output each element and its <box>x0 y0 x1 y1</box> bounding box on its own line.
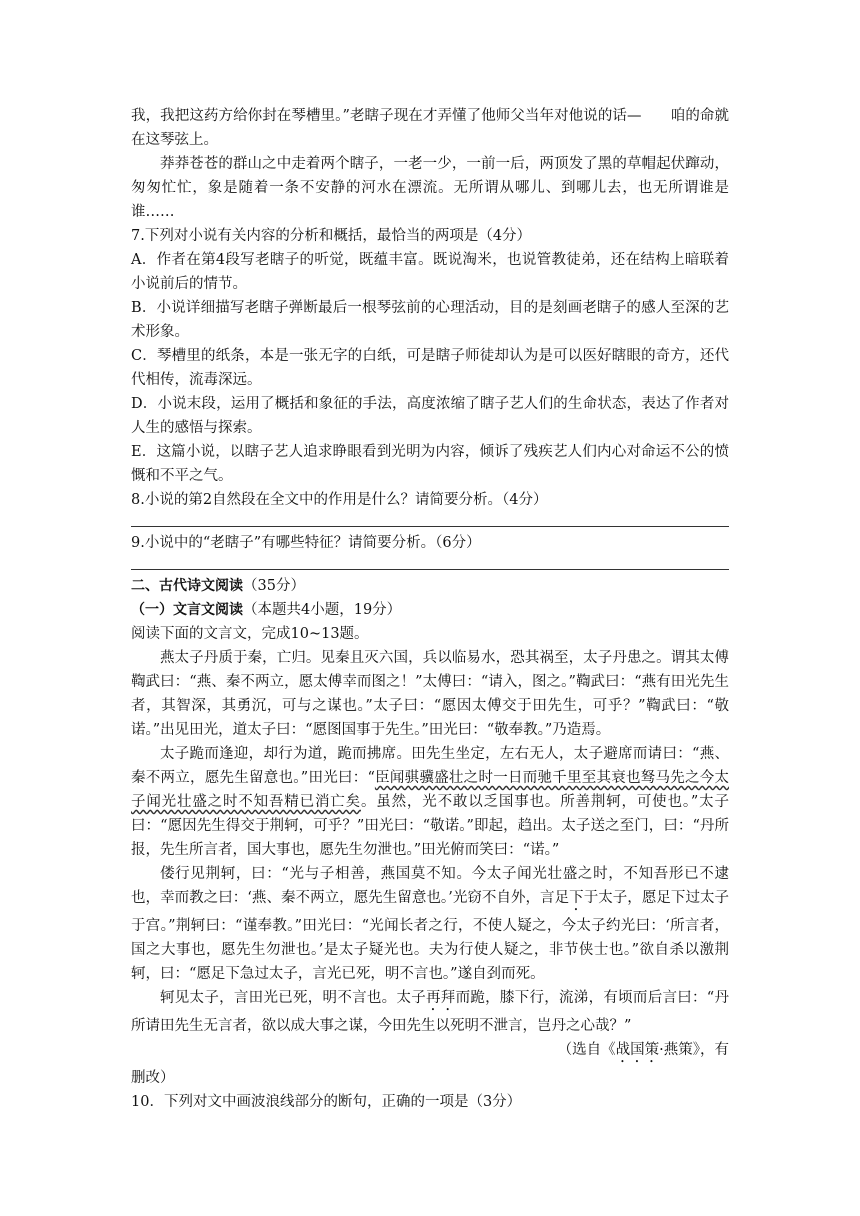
para3-text-a: 偻行见荆轲，曰：“光与子相善，燕国莫不知。今太子闻光壮盛之时，不知吾形已不逮也，幸而教之曰：‘燕、秦不两立，愿先生留意也。’光窃不自外，言足 <box>131 866 729 906</box>
source-text-b: ·燕策》，有 <box>659 1042 729 1058</box>
story-paragraph: 我，我把这药方给你封在琴槽里。”老瞎子现在才弄懂了他师父当年对他说的话— 咱的命就在这琴弦上。 <box>131 108 729 148</box>
dotted-word-zhanguoce: 战国策 <box>615 1042 660 1058</box>
para4-text-a: 轲见太子，言田光已死，明不言也。太子 <box>160 990 427 1006</box>
classical-paragraph-1: 燕太子丹质于秦，亡归。见秦且灭六国，兵以临易水，恐其祸至，太子丹患之。谓其太傅鞫武曰：“燕、秦不两立，愿太傅幸而图之！”太傅曰：“请入，图之。”鞫武曰：“燕有田光先生者，其智深，其勇沉，可与之谋也。”太子曰：“愿因太傅交于田先生，可乎？”鞫武曰：“敬诺。”出见田光，道太子曰：“愿图国事于先生。”田光曰：“敬奉教。”乃造焉。 <box>131 650 729 738</box>
section-2-heading <box>131 574 729 598</box>
answer-line-q8 <box>131 526 729 527</box>
para2-text-b: 。虽然，光不敢以乏国事也。所善荆轲，可使也。”太子曰：“愿因先生得交于荆轲，可乎？”田光曰：“敬诺。”即起，趋出。太子送之至门，曰：“丹所报，先生所言者，国大事也，愿先生勿泄也。”田光俯而笑曰：“诺。” <box>131 794 729 858</box>
subsection-1-title: （一）文言文阅读 <box>131 602 243 618</box>
wavy-underlined-passage: 臣闻骐骥盛壮之时一日而驰千里至其衰也驽马先之今太子闻光壮盛之时不知吾精已消亡矣 <box>131 770 730 810</box>
classical-paragraph-4 <box>131 986 729 1038</box>
question-7-option-e: E．这篇小说，以瞎子艺人追求睁眼看到光明为内容，倾诉了残疾艺人们内心对命运不公的愤慨和不平之气。 <box>131 444 729 484</box>
reading-instruction: 阅读下面的文言文，完成10~13题。 <box>131 626 369 642</box>
question-7-option-a: A．作者在第4段写老瞎子的听觉，既蕴丰富。既说淘米，也说管教徒弟，还在结构上暗联着小说前后的情节。 <box>131 252 729 292</box>
story-paragraph-final: 莽莽苍苍的群山之中走着两个瞎子，一老一少，一前一后，两顶发了黑的草帽起伏蹿动，匆匆忙忙，象是随着一条不安静的河水在漂流。无所谓从哪儿、到哪儿去，也无所谓谁是谁…… <box>131 156 729 220</box>
dotted-word-zaibai: 再拜 <box>426 990 456 1006</box>
source-citation <box>131 1038 729 1066</box>
source-text-a: （选自《 <box>557 1042 616 1058</box>
section-2-title: 二、古代诗文阅读 <box>131 578 243 594</box>
document-page <box>131 104 729 1114</box>
source-citation-end: 删改） <box>131 1070 175 1086</box>
para4-text-b: 而跪，膝下行，流涕，有顷而后言曰：“丹所请田先生无言者，欲以成大事之谋，今田先生以死明不泄言，岂丹之心哉？” <box>131 990 730 1034</box>
dotted-word-xia: 下 <box>569 890 584 906</box>
classical-paragraph-3 <box>131 862 729 986</box>
question-10: 10．下列对文中画波浪线部分的断句，正确的一项是（3分） <box>131 1094 522 1110</box>
subsection-1-heading <box>131 598 729 622</box>
classical-paragraph-2 <box>131 742 729 862</box>
para2-text-a: 太子跪而逢迎，却行为道，跪而拂席。田先生坐定，左右无人，太子避席而请曰：“燕、秦不两立，愿先生留意也。”田光曰：“ <box>131 746 729 786</box>
question-9: 9.小说中的“老瞎子”有哪些特征？请简要分析。（6分） <box>131 535 481 551</box>
question-7-option-c: C．琴槽里的纸条，本是一张无字的白纸，可是瞎子师徒却认为是可以医好瞎眼的奇方，还代代相传，流毒深远。 <box>131 348 729 388</box>
section-2-score: （35分） <box>243 578 305 594</box>
subsection-1-note: （本题共4小题，19分） <box>243 602 402 618</box>
question-8: 8.小说的第2自然段在全文中的作用是什么？请简要分析。（4分） <box>131 492 548 508</box>
question-7-stem: 7.下列对小说有关内容的分析和概括，最恰当的两项是（4分） <box>131 228 532 244</box>
para3-text-b: 于太子，愿足下过太子于宫。”荆轲曰：“谨奉教。”田光曰：“光闻长者之行，不使人疑之，今太子约光曰：‘所言者，国之大事也，愿先生勿泄也。’是太子疑光也。夫为行使人疑之，非节侠士也。”欲自杀以激荆轲，曰：“愿足下急过太子，言光已死，明不言也。”遂自刭而死。 <box>131 890 730 982</box>
answer-line-q9 <box>131 569 729 570</box>
question-7-option-d: D．小说末段，运用了概括和象征的手法，高度浓缩了瞎子艺人们的生命状态，表达了作者对人生的感悟与探索。 <box>131 396 729 436</box>
question-7-option-b: B．小说详细描写老瞎子弹断最后一根琴弦前的心理活动，目的是刻画老瞎子的感人至深的艺术形象。 <box>131 300 729 340</box>
